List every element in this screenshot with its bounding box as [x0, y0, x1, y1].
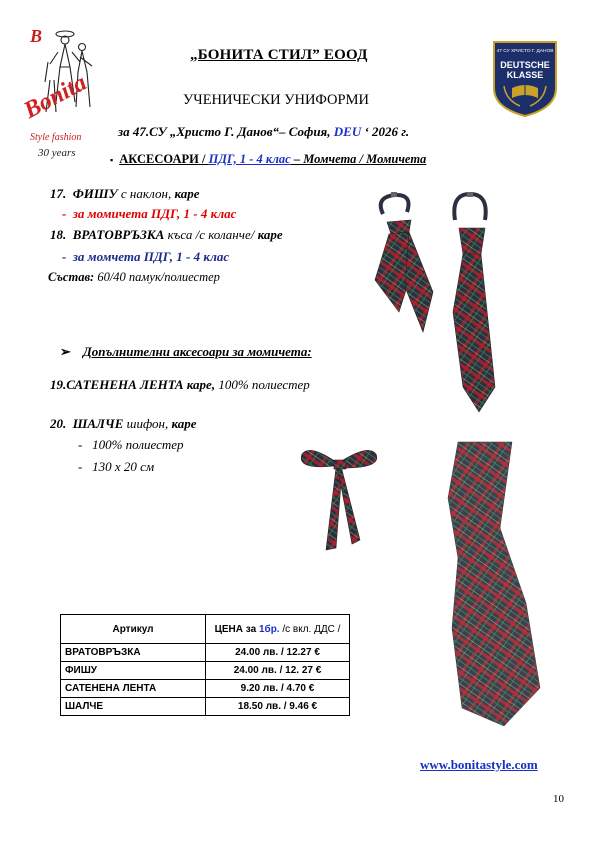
table-row: [61, 680, 350, 698]
price-cell: 18.50 лв. / 9.46 €: [206, 698, 350, 716]
price-table: [60, 614, 350, 716]
article-cell: САТЕНЕНА ЛЕНТА: [61, 680, 206, 698]
price-header-suffix: /с вкл. ДДС /: [282, 623, 341, 635]
item-18: [50, 227, 283, 243]
item-20: [50, 416, 197, 432]
col-price-header: [206, 615, 350, 644]
item-desc: шифон,: [126, 416, 169, 431]
item-17: [50, 186, 200, 202]
detail-text: 100% полиестер: [92, 437, 184, 452]
school-badge: [490, 38, 560, 118]
item-target-text: за момичета ПДГ, 1 - 4 клас: [72, 206, 237, 221]
item-fabric: каре: [174, 186, 200, 201]
price-cell: 24.00 лв. / 12. 27 €: [206, 662, 350, 680]
item-fabric: каре,: [186, 377, 216, 392]
item-20-detail-2: - 130 х 20 см: [78, 459, 155, 474]
accessories-class-range: ПДГ, 1 - 4 клас: [208, 152, 291, 166]
ribbon-image: [296, 440, 386, 555]
item-number: 17.: [50, 186, 67, 201]
fichu-image: [365, 192, 445, 352]
item-number: 18.: [50, 227, 67, 242]
item-name: ВРАТОВРЪЗКА: [72, 227, 165, 242]
price-cell: 9.20 лв. / 4.70 €: [206, 680, 350, 698]
item-fabric: каре: [257, 227, 283, 242]
price-cell: 24.00 лв. / 12.27 €: [206, 644, 350, 662]
item-desc: с наклон,: [120, 186, 172, 201]
article-cell: ВРАТОВРЪЗКА: [61, 644, 206, 662]
scarf-image: [430, 438, 550, 738]
bonita-logo: [20, 22, 112, 167]
page-number: 10: [553, 793, 564, 805]
article-cell: ФИШУ: [61, 662, 206, 680]
school-year: ‘ 2026 г.: [364, 124, 410, 139]
table-row: [61, 662, 350, 680]
table-row: [61, 698, 350, 716]
table-header-row: [61, 615, 350, 644]
logo-initial: B: [30, 26, 43, 46]
item-19: [50, 377, 310, 393]
website-link[interactable]: www.bonitastyle.com: [420, 757, 538, 772]
accessories-rest: – Момчета / Момичета: [290, 152, 427, 166]
badge-line1: DEUTSCHE: [500, 60, 550, 70]
school-deu: DEU: [333, 124, 362, 139]
price-header-prefix: ЦЕНА за: [214, 623, 257, 635]
accessories-heading: [110, 152, 426, 167]
composition-label: Състав:: [48, 270, 95, 284]
item-desc: къса /с коланче/: [167, 227, 255, 242]
tie-image: [445, 192, 515, 417]
composition-line: [48, 270, 220, 285]
item-name: ШАЛЧЕ: [72, 416, 124, 431]
col-article-header: Артикул: [61, 615, 206, 644]
item-number: 19.: [50, 377, 67, 392]
logo-brand: Bonita: [20, 69, 91, 124]
item-detail: 100% полиестер: [218, 377, 310, 392]
item-fabric: каре: [171, 416, 197, 431]
extra-accessories-text: Допълнителни аксесоари за момичета:: [82, 344, 312, 359]
accessories-label: АКСЕСОАРИ: [119, 152, 199, 166]
item-17-target: - за момичета ПДГ, 1 - 4 клас: [62, 206, 237, 221]
price-header-qty: 1бр.: [258, 623, 280, 635]
arrow-icon: ➢: [60, 344, 71, 359]
school-prefix: за 47.СУ „Христо Г. Данов“– София,: [118, 124, 331, 139]
detail-text: 130 х 20 см: [92, 459, 155, 474]
composition-value: 60/40 памук/полиестер: [97, 270, 220, 284]
page-subtitle: УЧЕНИЧЕСКИ УНИФОРМИ: [183, 92, 369, 108]
extra-accessories-heading: [60, 344, 312, 360]
item-target-text: за момчета ПДГ, 1 - 4 клас: [72, 249, 230, 264]
school-line: [118, 124, 409, 140]
table-row: [61, 644, 350, 662]
item-name: ФИШУ: [72, 186, 118, 201]
badge-top-text: 47 СУ ХРИСТО Г. ДАНОВ: [496, 49, 554, 54]
item-number: 20.: [50, 416, 67, 431]
company-name: „БОНИТА СТИЛ” ЕООД: [190, 47, 368, 63]
item-18-target: - за момчета ПДГ, 1 - 4 клас: [62, 249, 230, 264]
bullet-icon: ▪: [110, 155, 114, 166]
badge-line2: KLASSE: [506, 70, 544, 80]
item-20-detail-1: - 100% полиестер: [78, 437, 184, 452]
logo-tagline: Style fashion: [30, 132, 82, 143]
article-cell: ШАЛЧЕ: [61, 698, 206, 716]
accessories-sep: /: [198, 152, 209, 166]
item-name: САТЕНЕНА ЛЕНТА: [66, 377, 184, 392]
logo-years: 30 years: [38, 147, 76, 159]
